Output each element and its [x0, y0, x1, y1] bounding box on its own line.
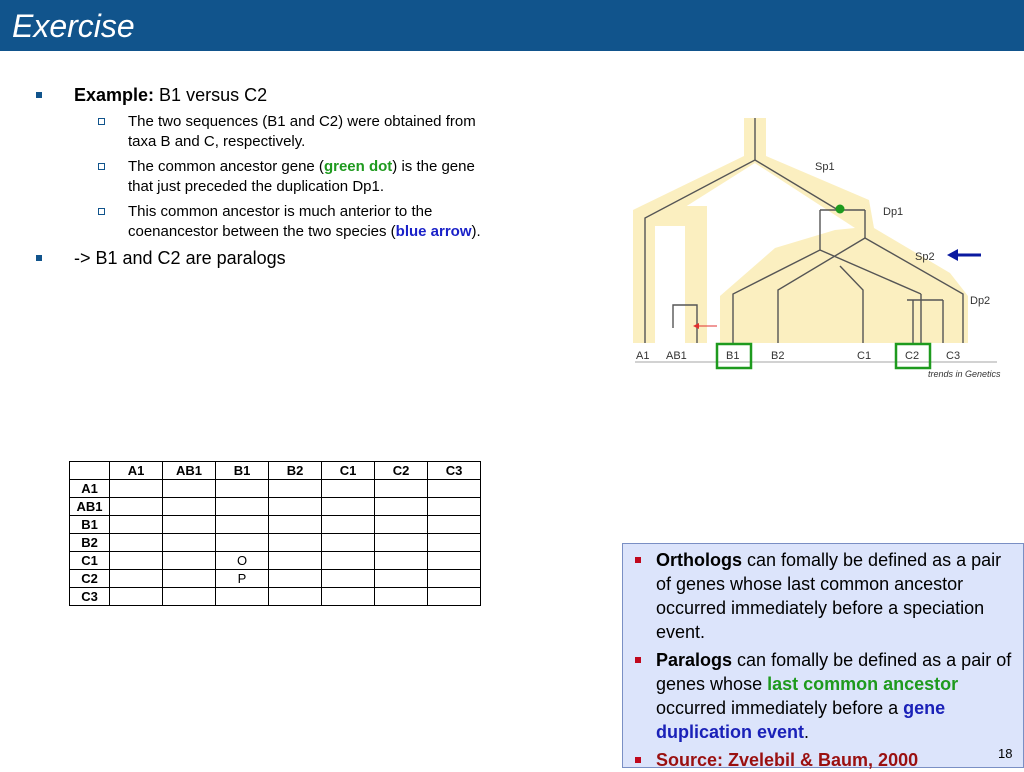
subbullet-text: ).	[471, 223, 481, 240]
row-header: C1	[70, 552, 110, 570]
matrix-cell	[375, 588, 428, 606]
matrix-row	[70, 588, 481, 606]
matrix-cell	[163, 570, 216, 588]
matrix-cell	[216, 516, 269, 534]
example-label: Example:	[74, 85, 155, 105]
blue-arrow-highlight: blue arrow	[395, 223, 472, 240]
matrix-header-row	[70, 462, 481, 480]
matrix-cell	[110, 534, 163, 552]
figure-credit: trends in Genetics	[928, 369, 1001, 379]
leaf-label: C1	[857, 350, 872, 362]
matrix-cell	[110, 588, 163, 606]
matrix-cell	[269, 480, 322, 498]
matrix-cell	[110, 570, 163, 588]
matrix-cell	[216, 588, 269, 606]
matrix-cell	[216, 498, 269, 516]
subbullet-text: The two sequences (B1 and C2) were obtained from taxa B and C, respectively.	[128, 113, 476, 150]
node-label: Dp1	[883, 206, 904, 218]
title-bar	[0, 0, 1024, 51]
bullet-square-icon	[635, 657, 641, 663]
row-header: B2	[70, 534, 110, 552]
matrix-cell	[428, 480, 481, 498]
bullet-square-icon	[36, 92, 42, 98]
species-band	[633, 118, 968, 343]
matrix-cell	[110, 552, 163, 570]
matrix-cell	[428, 552, 481, 570]
bullet-square-icon	[635, 757, 641, 763]
matrix-cell	[110, 498, 163, 516]
matrix-cell	[375, 516, 428, 534]
leaf-label: C2	[905, 350, 920, 362]
matrix-cell	[428, 570, 481, 588]
matrix-cell	[163, 498, 216, 516]
node-label: Sp2	[915, 251, 935, 263]
matrix-cell	[428, 588, 481, 606]
matrix-cell	[428, 498, 481, 516]
column-header: B2	[269, 462, 322, 480]
row-header: C3	[70, 588, 110, 606]
hollow-square-icon	[98, 163, 105, 170]
matrix-row	[70, 552, 481, 570]
example-text: B1 versus C2	[154, 85, 268, 105]
node-label: Sp1	[815, 161, 835, 173]
matrix-cell	[322, 570, 375, 588]
bullet-square-icon	[36, 255, 42, 261]
subbullet-anterior	[36, 202, 496, 242]
paralogs-term: Paralogs	[656, 650, 733, 670]
column-header: C3	[428, 462, 481, 480]
node-label: Dp2	[970, 295, 991, 307]
matrix-cell	[110, 516, 163, 534]
leaf-label: C3	[946, 350, 961, 362]
source-line	[623, 748, 1023, 772]
hollow-square-icon	[98, 118, 105, 125]
row-header: C2	[70, 570, 110, 588]
matrix-cell	[163, 516, 216, 534]
bullet-conclusion	[36, 247, 496, 269]
paralogs-text: occurred immediately before a	[656, 698, 904, 718]
row-header: AB1	[70, 498, 110, 516]
matrix-cell	[322, 498, 375, 516]
matrix-cell	[269, 498, 322, 516]
matrix-cell	[375, 534, 428, 552]
bullet-list	[36, 84, 496, 275]
matrix-row	[70, 480, 481, 498]
matrix-cell	[269, 570, 322, 588]
matrix-cell	[375, 480, 428, 498]
matrix-cell	[163, 588, 216, 606]
matrix-cell	[216, 480, 269, 498]
source-text: Source: Zvelebil & Baum, 2000	[656, 750, 919, 770]
subbullet-text: This common ancestor is much anterior to the coenancestor between the two species (	[128, 203, 433, 240]
page-number: 18	[998, 746, 1013, 761]
last-common-ancestor-highlight: last common ancestor	[767, 674, 959, 694]
orthologs-text: can fomally be defined as a pair of genes whose last common ancestor occurred immediately before a speciation event.	[656, 550, 1002, 642]
matrix-cell	[269, 534, 322, 552]
matrix-cell	[110, 480, 163, 498]
column-header: A1	[110, 462, 163, 480]
paralogs-text: .	[804, 722, 810, 742]
leaf-label: B2	[771, 350, 785, 362]
bullet-example	[36, 84, 496, 106]
subbullet-common-ancestor	[36, 157, 496, 197]
leaf-label: A1	[636, 350, 650, 362]
matrix-row	[70, 534, 481, 552]
matrix-cell	[163, 534, 216, 552]
leaf-label: B1	[726, 350, 740, 362]
column-header: C2	[375, 462, 428, 480]
matrix-corner-cell	[70, 462, 110, 480]
matrix-cell	[163, 480, 216, 498]
matrix-cell	[322, 480, 375, 498]
matrix-cell	[269, 588, 322, 606]
subbullet-sequences	[36, 112, 496, 152]
gene-duplication-highlight: gene duplication event	[656, 698, 946, 742]
hollow-square-icon	[98, 208, 105, 215]
subbullet-text: ) is the gene that just preceded the duplication Dp1.	[128, 158, 475, 195]
matrix-cell	[269, 516, 322, 534]
matrix-row	[70, 516, 481, 534]
matrix-cell	[428, 516, 481, 534]
paralogs-definition	[623, 648, 1023, 744]
matrix-cell	[269, 552, 322, 570]
ortholog-paralog-matrix	[69, 461, 481, 606]
matrix-cell	[322, 552, 375, 570]
conclusion-text: -> B1 and C2 are paralogs	[74, 248, 286, 268]
row-header: B1	[70, 516, 110, 534]
matrix-cell	[375, 552, 428, 570]
paralogs-text: can fomally be defined as a pair of genes whose	[656, 650, 1012, 694]
matrix-cell	[428, 534, 481, 552]
subbullet-text: The common ancestor gene (	[128, 158, 324, 175]
column-header: C1	[322, 462, 375, 480]
phylogenetic-tree-diagram	[625, 118, 1005, 383]
green-dot-highlight: green dot	[323, 158, 393, 175]
bullet-square-icon	[635, 557, 641, 563]
orthologs-term: Orthologs	[656, 550, 742, 570]
matrix-row	[70, 498, 481, 516]
matrix-cell	[322, 534, 375, 552]
matrix-cell	[163, 552, 216, 570]
definitions-box	[622, 543, 1024, 768]
matrix-cell	[322, 588, 375, 606]
slide-title: Exercise	[12, 8, 135, 44]
matrix-cell: P	[216, 570, 269, 588]
blue-arrow-icon	[947, 249, 981, 261]
orthologs-definition	[623, 548, 1023, 644]
matrix-cell	[322, 516, 375, 534]
matrix-cell	[375, 498, 428, 516]
matrix-cell: O	[216, 552, 269, 570]
column-header: B1	[216, 462, 269, 480]
column-header: AB1	[163, 462, 216, 480]
matrix-cell	[216, 534, 269, 552]
leaf-label: AB1	[666, 350, 687, 362]
green-dot-icon	[836, 205, 845, 214]
row-header: A1	[70, 480, 110, 498]
matrix-cell	[375, 570, 428, 588]
matrix-row	[70, 570, 481, 588]
